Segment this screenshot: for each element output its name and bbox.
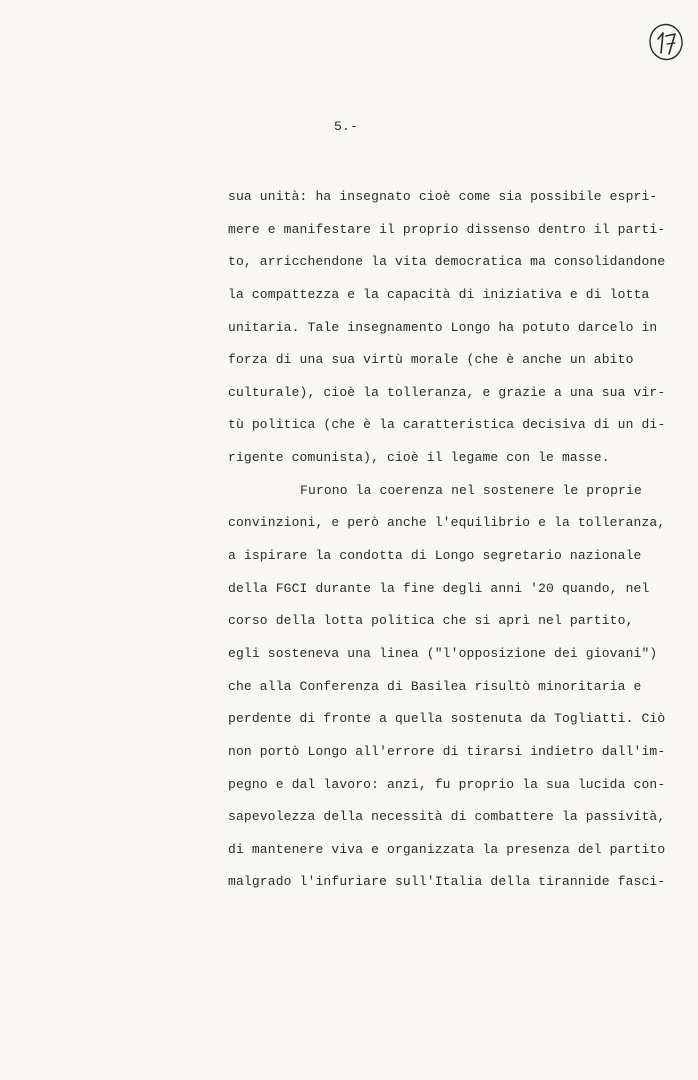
text-line: mere e manifestare il proprio dissenso dentro il parti-: [228, 221, 666, 237]
text-line: culturale), cioè la tolleranza, e grazie a una sua vir-: [228, 384, 666, 400]
text-line: sapevolezza della necessità di combattere la passività,: [228, 809, 666, 825]
paragraph-start-line: Furono la coerenza nel sostenere le proprie: [300, 482, 642, 498]
text-line: a ispirare la condotta di Longo segretario nazionale: [228, 548, 642, 564]
text-line: egli sosteneva una linea ("l'opposizione dei giovani"): [228, 645, 658, 661]
text-line: di mantenere viva e organizzata la presenza del partito: [228, 841, 666, 857]
page-number: 5.-: [334, 119, 359, 134]
text-line: malgrado l'infuriare sull'Italia della tirannide fasci-: [228, 874, 666, 890]
text-line: sua unità: ha insegnato cioè come sia possibile espri-: [228, 189, 658, 204]
handwritten-page-stamp: [647, 22, 685, 62]
circled-number-icon: [647, 22, 685, 62]
text-line: convinzioni, e però anche l'equilibrio e la tolleranza,: [228, 515, 666, 531]
text-line: unitaria. Tale insegnamento Longo ha potuto darcelo in: [228, 319, 658, 335]
text-line: tù politica (che è la caratteristica decisiva di un di-: [228, 417, 666, 433]
text-line: forza di una sua virtù morale (che è anche un abito: [228, 352, 634, 368]
text-line: della FGCI durante la fine degli anni '20 quando, nel: [228, 580, 650, 596]
text-line: non portò Longo all'errore di tirarsi indietro dall'im-: [228, 743, 666, 759]
text-line: pegno e dal lavoro: anzi, fu proprio la sua lucida con-: [228, 776, 666, 792]
text-line: rigente comunista), cioè il legame con le masse.: [228, 450, 610, 466]
text-line: to, arricchendone la vita democratica ma consolidandone: [228, 254, 666, 270]
text-line: corso della lotta politica che si aprì nel partito,: [228, 613, 634, 629]
body-text: [228, 181, 688, 899]
text-line: la compattezza e la capacità di iniziativa e di lotta: [228, 286, 650, 302]
text-line: perdente di fronte a quella sostenuta da Togliatti. Ciò: [228, 711, 666, 727]
text-line: che alla Conferenza di Basilea risultò minoritaria e: [228, 678, 642, 694]
